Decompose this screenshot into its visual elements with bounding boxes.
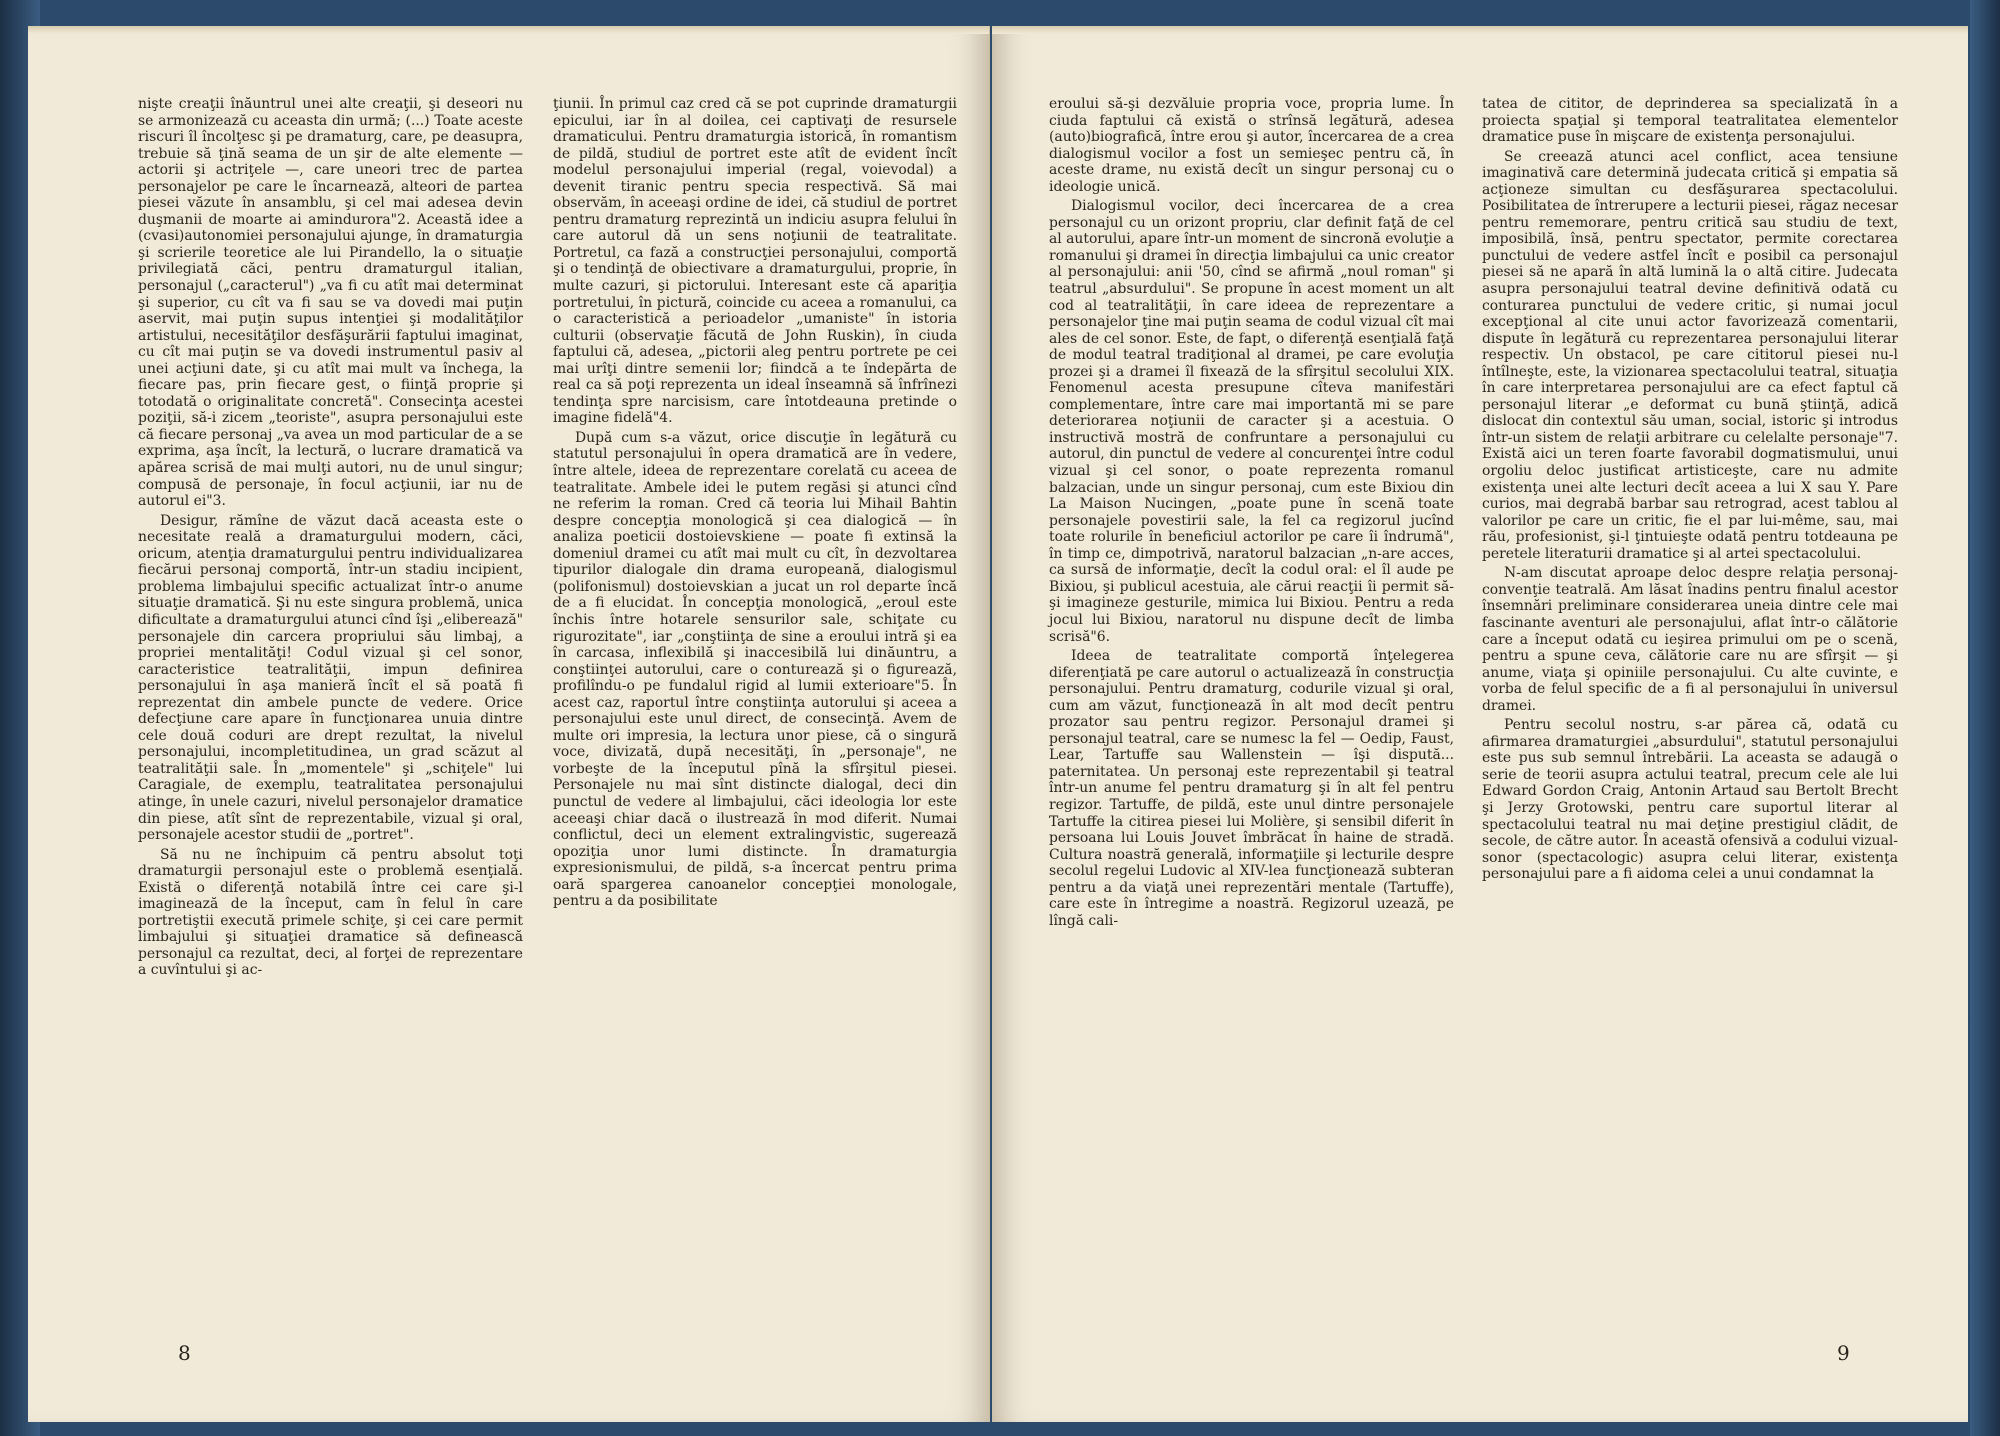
paragraph: Ideea de teatralitate comportă înţelegerea diferenţiată pe care autorul o actualizează în construcţia personajului. Pentru dramaturg, codurile vizual şi oral, cum am văzut, funcţionează în alt mod decît pentru prozator sau pentru regizor. Personajul dramei şi personajul teatral, care se numesc la fel — Oedip, Faust, Lear, Tartuffe sau Wallenstein — îşi dispută... paternitatea. Un personaj este reprezentabil şi teatral într-un anume fel pentru dramaturg şi în alt fel pentru regizor. Tartuffe, de pildă, este unul dintre personajele Tartuffe la citirea piesei lui Molière, şi sensibil diferit în persoana lui Louis Jouvet îmbrăcat în haine de stradă. Cultura noastră generală, informaţiile şi lecturile despre secolul regelui Ludovic al XIV-lea funcţionează subteran pentru a da viaţă unei reprezentări mentale (Tartuffe), care este în întregime a noastră. Regizorul uzează, pe lîngă cali- — [1049, 648, 1454, 929]
page-number: 8 — [178, 1341, 191, 1365]
paragraph: Pentru secolul nostru, s-ar părea că, odată cu afirmarea dramaturgiei „absurdului", statutul personajului este pus sub semnul întrebării. La aceasta se adaugă o serie de teorii asupra actului teatral, precum cele ale lui Edward Gordon Craig, Antonin Artaud sau Bertolt Brecht şi Jerzy Grotowski, pentru care suportul literar al spectacolului teatral nu mai deţine prestigiul clădit, de secole, de către autor. În această ofensivă a codului vizual-sonor (spectacologic) asupra celui literar, existenţa personajului pare a fi aidoma celei a unui condamnat la — [1482, 717, 1898, 883]
paragraph: Dialogismul vocilor, deci încercarea de a crea personajul cu un orizont propriu, clar definit faţă de cel al autorului, apare într-un moment de sincronă evoluţie a romanului şi dramei în direcţia limbajului ca unic creator al personajului: anii '50, cînd se afirmă „noul roman" şi teatrul „absurdului". Se propune în acest moment un alt cod al teatralităţii, în care ideea de reprezentare a personajelor ţine mai puţin seama de codul vizual cît mai ales de cel sonor. Este, de fapt, o diferenţă esenţială faţă de modul teatral tradiţional al dramei, pe care evoluţia prozei şi a dramei îl fixează de la sfîrşitul secolului XIX. Fenomenul acesta presupune cîteva manifestări complementare, între care mai importantă mi se pare deteriorarea noţiunii de caracter şi a acestuia. O instructivă mostră de confruntare a personajului cu autorul, din punctul de vedere al concurenţei între codul vizual şi cel sonor, o poate reprezenta romanul balzacian, unde un singur personaj, cum este Bixiou din La Maison Nucingen, „poate pune în scenă toate personajele povestirii sale, la fel ca regizorul jucînd toate rolurile în beneficiul actorilor pe care îi îndrumă", în timp ce, dimpotrivă, naratorul balzacian „n-are acces, ca sursă de informaţie, decît la codul oral: el îl aude pe Bixiou, şi publicul acestuia, ale cărui reacţii îi permit să-şi imagineze gesturile, mimica lui Bixiou. Pentru a reda jocul lui Bixiou, naratorul nu dispune decît de limba scrisă"6. — [1049, 198, 1455, 645]
paragraph: După cum s-a văzut, orice discuţie în legătură cu statutul personajului în opera dramatică are în vedere, între altele, ideea de reprezentare corelată cu aceea de teatralitate. Ambele idei le putem regăsi şi atunci cînd ne referim la roman. Cred că teoria lui Mihail Bahtin despre concepţia monologică şi cea dialogică — în analiza poeticii dostoievskiene — poate fi extinsă la domeniul dramei cu atît mai mult cu cît, în dezvoltarea tipurilor dialogale din drama europeană, dialogismul (polifonismul) dostoievskian a jucat un rol departe încă de a fi elucidat. În concepţia monologică, „eroul este închis între hotarele sensurilor sale, schiţate cu rigurozitate", iar „conştiinţa de sine a eroului intră şi ea în carcasa, inflexibilă şi inaccesibilă lui dinăuntru, a conştiinţei autorului, care o conturează şi o figurează, profilîndu-o pe fundalul rigid al lumii exterioare"5. În acest caz, raportul între conştiinţa autorului şi aceea a personajului este unul direct, de consecinţă. Avem de multe ori impresia, la lectura unor piese, că o singură voce, divizată, după necesităţi, în „personaje", ne vorbeşte de la începutul pînă la sfîrşitul piesei. Personajele nu mai sînt distincte dialogal, deci din punctul de vedere al limbajului, căci ideologia lor este aceeaşi chiar dacă o ilustrează în mod diferit. Numai conflictul, deci un element extralingvistic, sugerează opoziţia unor lumi distincte. În dramaturgia expresionismului, de pildă, s-a încercat pentru prima oară spargerea canoanelor concepţiei monologale, pentru a da posibilitate — [553, 429, 957, 910]
left-page-column-2 — [553, 96, 957, 913]
paragraph: Se creează atunci acel conflict, acea tensiune imaginativă care determină judecata critică şi empatia să acţioneze simultan cu desfăşurarea spectacolului. Posibilitatea de întrerupere a lecturii piesei, răgaz necesar pentru rememorare, pentru critică sau studiu de text, imposibilă, însă, pentru spectator, permite corectarea punctului de vedere astfel încît e posibil ca personajul piesei să ne apară în altă lumină la o altă citire. Judecata asupra personajului teatral devine definitivă odată cu conturarea punctului de vedere critic, şi numai jocul excepţional al cite unui actor favorizează comentarii, dispute în legătură cu reprezentarea personajului literar respectiv. Un obstacol, pe care cititorul piesei nu-l întîlneşte, este, la vizionarea spectacolului teatral, situaţia în care interpretarea personajului are ca efect faptul că personajul literar „e deformat cu bună ştiinţă, adică dislocat din contextul său uman, social, istoric şi introdus într-un sistem de relaţii arbitrare cu celelalte personaje"7. Există aici un teren foarte favorabil dogmatismului, unui orgoliu deloc justificat artisticeşte, care nu admite existenţa unei alte lecturi decît aceea a lui X sau Y. Pare curios, mai degrabă barbar sau retrograd, acest tablou al valorilor pe care un critic, fie el par lui-même, sau, mai rău, profesionist, şi-l ţintuieşte odată pentru totdeauna pe peretele literaturii dramatice şi al artei spectacolului. — [1482, 148, 1898, 562]
paragraph: tatea de cititor, de deprinderea sa specializată în a proiecta spaţial şi temporal teatralitatea elementelor dramatice puse în mişcare de existenţa personajului. — [1482, 96, 1898, 146]
page-number: 9 — [1837, 1341, 1850, 1365]
page-top-shadow — [992, 26, 1968, 34]
paragraph: ţiunii. În primul caz cred că se pot cuprinde dramaturgii epicului, iar în al doilea, cei captivaţi de resursele dramaticului. Pentru dramaturgia istorică, în romantism de pildă, studiul de portret este atît de evident încît modelul personajului imperial (regal, voievodal) a devenit tiranic pentru specia respectivă. Să mai observăm, în aceeaşi ordine de idei, că studiul de portret pentru dramaturg reprezintă un indiciu asupra felului în care autorul dă un sens noţiunii de teatralitate. Portretul, ca fază a construcţiei personajului, comportă şi o tendinţă de obiectivare a dramaturgului, proprie, în multe cazuri, şi pictorului. Interesant este că apariţia portretului, în pictură, coincide cu aceea a romanului, ca o caracteristică a perioadelor „umaniste" în istoria culturii (observaţie făcută de John Ruskin), în ciuda faptului că, adesea, „pictorii aleg pentru portrete pe cei mai urîţi dintre semenii lor; fiindcă a te îndepărta de real ca să poţi reprezenta un ideal înseamnă să înfrînezi tendinţa spre narcisism, care întotdeauna pretinde o imagine fidelă"4. — [553, 96, 957, 427]
book-cover-right-edge — [1970, 0, 2000, 1436]
right-page-column-2 — [1482, 96, 1898, 886]
paragraph: Să nu ne închipuim că pentru absolut toţi dramaturgii personajul este o problemă esenţială. Există o diferenţă notabilă între cei care şi-l imaginează de la început, cam în felul în care portretiştii execută primele schiţe, şi cei care permit limbajului şi situaţiei dramatice să definească personajul ca rezultat, deci, al forţei de reprezentare a cuvîntului şi ac- — [138, 846, 523, 979]
paragraph: Desigur, rămîne de văzut dacă aceasta este o necesitate reală a dramaturgului modern, căci, oricum, atenţia dramaturgului pentru individualizarea fiecărui personaj comportă, într-un stadiu incipient, problema limbajului specific actualizat într-o anume situaţie dramatică. Şi nu este singura problemă, unica dificultate a dramaturgului atunci cînd îşi „eliberează" personajele din carcera propriului său limbaj, a propriei mentalităţi! Codul vizual şi cel sonor, caracteristice teatralităţii, impun definirea personajului în aşa manieră încît el să poată fi reprezentat din ambele puncte de vedere. Orice defecţiune care apare în funcţionarea unuia dintre cele două coduri are drept rezultat, la nivelul personajului, incompletitudinea, un grad scăzut al teatralităţii sale. În „momentele" şi „schiţele" lui Caragiale, de exemplu, teatralitatea personajului atinge, în unele cazuri, nivelul personajelor dramatice din piese, atît sînt de reprezentabile, vizual şi oral, personajele acestor studii de „portret". — [138, 512, 523, 844]
paragraph: nişte creaţii înăuntrul unei alte creaţii, şi deseori nu se armonizează cu aceasta din urmă; (...) Toate aceste riscuri îl încolţesc şi pe dramaturg, care, pe deasupra, trebuie să ţină seama de un şir de alte elemente — actorii şi actriţele —, care uneori trec de partea personajelor pe care le încarnează, alteori de partea piesei văzute în ansamblu, şi cel mai adesea devin duşmanii de moarte ai amindurora"2. Această idee a (cvasi)autonomiei personajului ajunge, în dramaturgia şi scrierile teoretice ale lui Pirandello, la o situaţie privilegiată căci, pentru dramaturgul italian, personajul („caracterul") „va fi cu atît mai determinat şi superior, cu cît va fi sau se va dovedi mai puţin aservit, mai puţin supus intenţiei şi modalităţilor artistului, necesităţilor desfăşurării faptului imaginat, cu cît mai puţin se va dovedi instrumentul pasiv al unei acţiuni date, şi cu atît mai mult va închega, la fiecare pas, prin fiecare gest, o fiinţă proprie şi totodată o originalitate concretă". Consecinţa acestei poziţii, să-i zicem „teoriste", asupra personajului este că fiecare personaj „va avea un mod particular de a se exprima, aşa încît, la lectură, o lucrare dramatică va apărea scrisă de mai mulţi autori, nu de unul singur; compusă de personaje, în focul acţiunii, iar nu de autorul ei"3. — [138, 96, 523, 510]
left-page — [28, 26, 990, 1422]
right-page — [992, 26, 1968, 1422]
page-top-shadow — [28, 26, 989, 34]
paragraph: N-am discutat aproape deloc despre relaţia personaj-convenţie teatrală. Am lăsat înadins pentru finalul acestor însemnări preliminare considerarea uneia dintre cele mai fascinante aventuri ale personajului, aflat într-o călătorie care a început odată cu ieşirea primului om pe o scenă, pentru a spune ceva, călătorie care nu are sfîrşit — şi anume, viaţa şi opiniile personajului. Cu alte cuvinte, e vorba de felul specific de a fi al personajului în universul dramei. — [1482, 565, 1898, 714]
left-page-column-1 — [138, 96, 523, 982]
paragraph: eroului să-şi dezvăluie propria voce, propria lume. În ciuda faptului că există o strînsă legătură, adesea (auto)biografică, între erou şi autor, încercarea de a crea dialogismul vocilor a fost un semieşec pentru că, în aceste drame, nu există decît un singur personaj cu o ideologie unică. — [1049, 96, 1454, 195]
right-page-column-1 — [1049, 96, 1454, 932]
